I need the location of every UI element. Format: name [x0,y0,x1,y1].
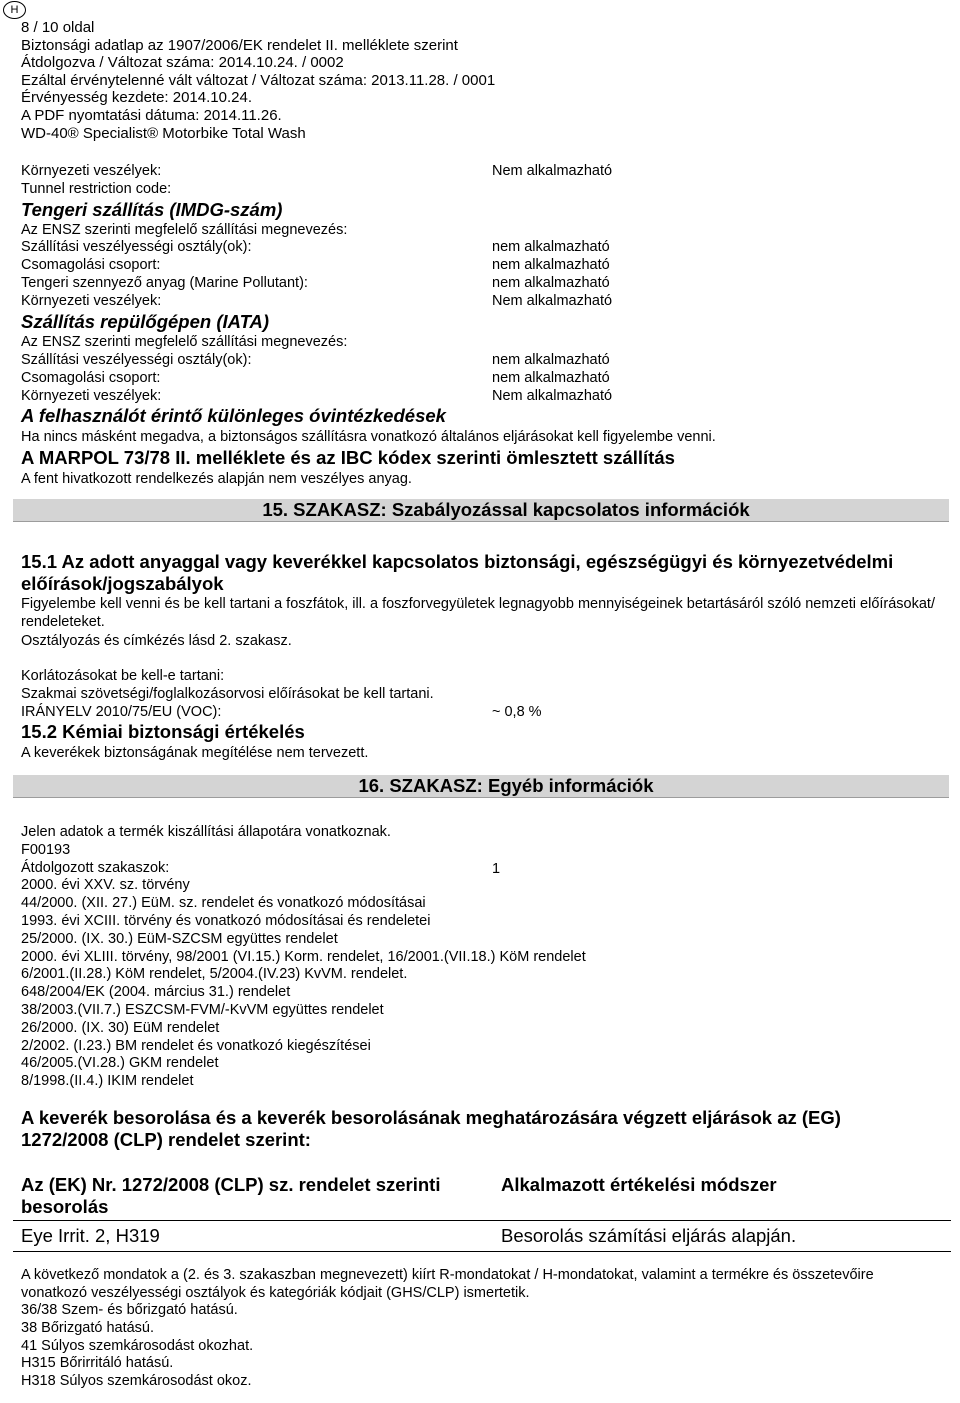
list-item: H315 Bőrirritáló hatású. [21,1355,174,1372]
section-15-1-text: Figyelembe kell venni és be kell tartani a foszfátok, ill. a foszforvegyületek legnagyobb mennyiségeinek betartásáról szóló nemzeti előírásokat/ rendeleteket. [21,596,935,630]
list-item: 41 Súlyos szemkárosodást okozhat. [21,1337,254,1354]
iata-env-value: Nem alkalmazható [492,388,613,404]
marpol-title: A MARPOL 73/78 II. melléklete és az IBC kódex szerinti ömlesztett szállítás [21,447,675,468]
voc-label: IRÁNYELV 2010/75/EU (VOC): [21,704,222,720]
list-item: 26/2000. (IX. 30) EüM rendelet [21,1019,220,1036]
table-row [13,1221,951,1252]
imdg-name-label: Az ENSZ szerinti megfelelő szállítási megnevezés: [21,222,348,238]
voc-value: ~ 0,8 % [492,704,542,720]
table-header-row [13,1170,951,1221]
list-item: 25/2000. (IX. 30.) EüM-SZCSM együttes rendelet [21,930,338,947]
list-item: Jelen adatok a termék kiszállítási állapotára vonatkoznak. [21,824,391,840]
section-15-title: 15. SZAKASZ: Szabályozással kapcsolatos információk [262,499,750,520]
list-item: 46/2005.(VI.28.) GKM rendelet [21,1055,219,1072]
imdg-env-label: Környezeti veszélyek: [21,293,162,309]
imdg-pack-value: nem alkalmazható [492,257,610,273]
classification-ref: Osztályozás és címkézés lásd 2. szakasz. [21,633,292,649]
table-cell-method: Besorolás számítási eljárás alapján. [493,1221,951,1252]
imdg-marine-value: nem alkalmazható [492,275,610,291]
list-item: H318 Súlyos szemkárosodást okoz. [21,1373,252,1390]
section-15-2-title: 15.2 Kémiai biztonsági értékelés [21,721,305,742]
header-line: Biztonsági adatlap az 1907/2006/EK rendelet II. melléklete szerint [21,36,458,54]
imdg-class-label: Szállítási veszélyességi osztály(ok): [21,239,252,255]
brand-logo-icon: H [3,1,26,19]
imdg-env-value: Nem alkalmazható [492,293,613,309]
list-item: 1993. évi XCIII. törvény és vonatkozó módosításai és rendeletei [21,912,431,929]
table-cell-classification: Eye Irrit. 2, H319 [13,1221,493,1252]
restrictions-label: Korlátozásokat be kell-e tartani: [21,668,225,684]
imdg-title: Tengeri szállítás (IMDG-szám) [21,199,283,220]
section-16-title: 16. SZAKASZ: Egyéb információk [358,775,654,796]
iata-env-label: Környezeti veszélyek: [21,388,162,404]
iata-pack-value: nem alkalmazható [492,370,610,386]
iata-pack-label: Csomagolási csoport: [21,370,161,386]
section-15-2-text: A keverékek biztonságának megítélése nem tervezett. [21,745,369,761]
page-number: 8 / 10 oldal [21,19,95,36]
list-item: 2000. évi XXV. sz. törvény [21,877,190,894]
phrases-intro: A következő mondatok a (2. és 3. szakaszban megnevezett) kiírt R-mondatokat / H-mondatokat, valamint a termékre és összetevőire vonatkozó veszélyességi osztályok és kategóriák kódjait (GHS/CLP) ismertetik. [21,1267,874,1301]
list-item: 38 Bőrizgató hatású. [21,1319,155,1336]
list-item: F00193 [21,841,71,858]
env-hazard-label: Környezeti veszélyek: [21,163,162,179]
list-item: 2/2002. (I.23.) BM rendelet és vonatkozó kiegészítései [21,1037,371,1054]
iata-title: Szállítás repülőgépen (IATA) [21,311,270,332]
clp-title: A keverék besorolása és a keverék besorolásának meghatározására végzett eljárások az (EG) 1272/2008 (CLP) rendelet szerint: [21,1107,841,1150]
restrictions-text: Szakmai szövetségi/foglalkozásorvosi előírásokat be kell tartani. [21,686,434,702]
imdg-class-value: nem alkalmazható [492,239,610,255]
phrases-list [21,1302,253,1391]
table-header-method: Alkalmazott értékelési módszer [493,1170,951,1221]
list-item: 36/38 Szem- és bőrizgató hatású. [21,1302,238,1318]
list-item: 6/2001.(II.28.) KöM rendelet, 5/2004.(IV.23) KvVM. rendelet. [21,966,408,983]
list-item: 648/2004/EK (2004. március 31.) rendelet [21,984,291,1001]
document-header [21,19,495,142]
env-hazard-value: Nem alkalmazható [492,163,613,179]
section-15-1-title: 15.1 Az adott anyaggal vagy keverékkel kapcsolatos biztonsági, egészségügyi és környezetvédelmi előírások/jogszabályok [21,551,894,594]
table-header-classification: Az (EK) Nr. 1272/2008 (CLP) sz. rendelet szerinti besorolás [13,1170,493,1221]
marpol-text: A fent hivatkozott rendelkezés alapján nem veszélyes anyag. [21,471,412,487]
list-item: 2000. évi XLIII. törvény, 98/2001 (VI.15.) Korm. rendelet, 16/2001.(VII.18.) KöM rendelet [21,948,586,965]
header-line: Érvényesség kezdete: 2014.10.24. [21,89,252,107]
precautions-text: Ha nincs másként megadva, a biztonságos szállításra vonatkozó általános eljárásokat kell figyelembe venni. [21,429,716,445]
imdg-pack-label: Csomagolási csoport: [21,257,161,273]
product-name: WD-40® Specialist® Motorbike Total Wash [21,124,306,142]
tunnel-code-label: Tunnel restriction code: [21,181,172,197]
iata-class-label: Szállítási veszélyességi osztály(ok): [21,352,252,368]
revised-sections-value: 1 [492,861,501,877]
section-15-bar [13,499,949,522]
header-line: A PDF nyomtatási dátuma: 2014.11.26. [21,106,282,124]
regulations-list [21,824,586,1091]
iata-class-value: nem alkalmazható [492,352,610,368]
classification-table [13,1170,951,1252]
header-line: Átdolgozva / Változat száma: 2014.10.24. / 0002 [21,54,344,72]
header-line: Ezáltal érvénytelenné vált változat / Változat száma: 2013.11.28. / 0001 [21,71,496,89]
section-16-bar [13,775,949,798]
list-item: Átdolgozott szakaszok: [21,859,170,876]
list-item: 8/1998.(II.4.) IKIM rendelet [21,1073,194,1090]
list-item: 44/2000. (XII. 27.) EüM. sz. rendelet és vonatkozó módosításai [21,895,426,912]
list-item: 38/2003.(VII.7.) ESZCSM-FVM/-KvVM együttes rendelet [21,1001,384,1018]
iata-name-label: Az ENSZ szerinti megfelelő szállítási megnevezés: [21,334,348,350]
imdg-marine-label: Tengeri szennyező anyag (Marine Pollutant): [21,275,308,291]
precautions-title: A felhasználót érintő különleges óvintézkedések [21,405,446,426]
